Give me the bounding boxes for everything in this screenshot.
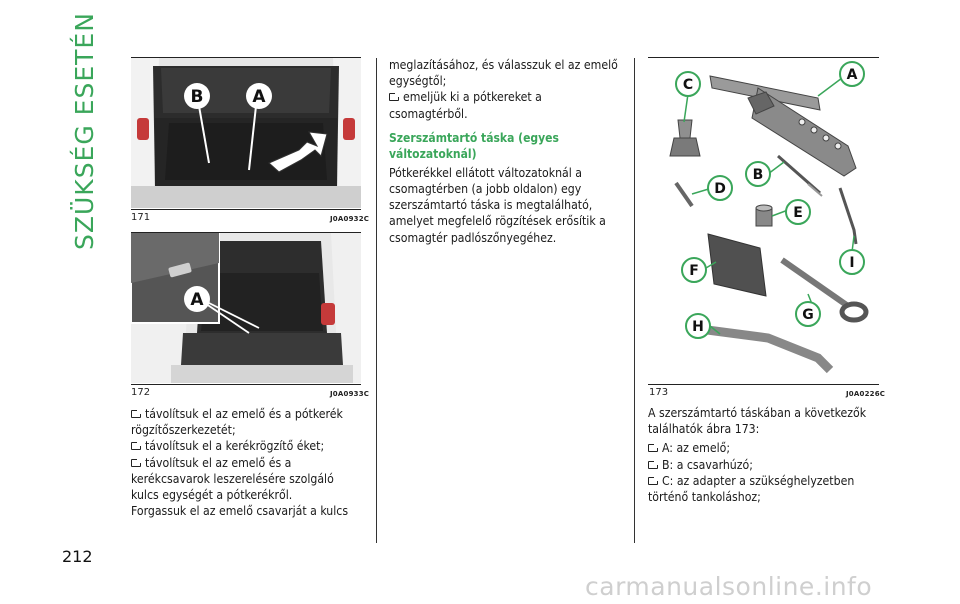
section-heading: Szerszámtartó táska (egyes változatoknál) <box>389 130 559 161</box>
section-title: SZÜKSÉG ESETÉN <box>70 12 99 250</box>
list-item-continuation: csomagtérből. <box>389 106 468 121</box>
paragraph: egységtől; <box>389 74 447 89</box>
paragraph: meglazításához, és válasszuk el az emelő <box>389 58 618 72</box>
list-item: távolítsuk el az emelő és a pótkerék <box>131 406 371 422</box>
label-B: B <box>752 167 764 183</box>
figure-bottom-rule <box>131 384 361 385</box>
paragraph: Pótkerékkel ellátott változatoknál a <box>389 165 583 180</box>
bullet-icon <box>131 442 141 450</box>
paragraph: amelyet megfelelő rögzítések erősítik a <box>389 214 606 229</box>
list-item: C: az adapter a szükséghelyzetben <box>648 473 888 489</box>
figure-code: J0A0932C <box>330 215 370 223</box>
column-2-text <box>389 57 629 246</box>
list-item: emeljük ki a pótkereket a <box>389 89 629 105</box>
label-E: E <box>793 205 803 221</box>
figure-bottom-rule <box>648 384 879 385</box>
paragraph: találhatók ábra 173: <box>648 422 760 437</box>
figure-number: 172 <box>131 387 151 398</box>
list-item: B: a csavarhúzó; <box>648 457 888 473</box>
figure-number: 171 <box>131 212 151 223</box>
label-D: D <box>714 181 726 197</box>
figure-code: J0A0226C <box>846 390 886 398</box>
paragraph: Forgassuk el az emelő csavarját a kulcs <box>131 504 349 519</box>
list-item: távolítsuk el az emelő és a <box>131 455 371 471</box>
label-H: H <box>692 319 704 335</box>
watermark: carmanualsonline.info <box>585 572 873 601</box>
label-F: F <box>689 263 699 279</box>
bullet-icon <box>648 444 658 452</box>
list-item-continuation: kulcs egységét a pótkerékről. <box>131 488 293 503</box>
paragraph: csomagtérben (a jobb oldalon) egy <box>389 182 582 197</box>
label-G: G <box>802 307 814 323</box>
label-B: B <box>190 87 204 107</box>
figure-code: J0A0933C <box>330 390 370 398</box>
column-divider <box>634 58 635 543</box>
paragraph: A szerszámtartó táskában a következők <box>648 406 867 420</box>
list-item: A: az emelő; <box>648 440 888 456</box>
list-item-continuation: rögzítőszerkezetét; <box>131 423 236 438</box>
label-I: I <box>849 255 855 271</box>
label-A: A <box>190 290 204 310</box>
figure-173-diagram <box>648 58 879 384</box>
paragraph: szerszámtartó táska is megtalálható, <box>389 198 593 213</box>
bullet-icon <box>648 461 658 469</box>
list-item: távolítsuk el a kerékrögzítő éket; <box>131 438 371 454</box>
bullet-icon <box>131 410 141 418</box>
list-item-continuation: kerékcsavarok leszerelésére szolgáló <box>131 471 334 486</box>
paragraph: csomagtér padlószőnyegéhez. <box>389 230 557 245</box>
figure-bottom-rule <box>131 209 361 210</box>
figure-172-photo <box>131 233 361 383</box>
label-C: C <box>682 77 694 93</box>
bullet-icon <box>131 459 141 467</box>
label-A: A <box>846 67 858 83</box>
page-number: 212 <box>62 547 93 566</box>
bullet-icon <box>648 477 658 485</box>
column-3-text <box>648 405 888 505</box>
column-divider <box>376 58 377 543</box>
column-1-text <box>131 406 371 519</box>
label-A: A <box>252 87 266 107</box>
list-item-continuation: történő tankoláshoz; <box>648 490 761 505</box>
bullet-icon <box>389 93 399 101</box>
figure-171-photo <box>131 58 361 208</box>
figure-number: 173 <box>649 387 669 398</box>
